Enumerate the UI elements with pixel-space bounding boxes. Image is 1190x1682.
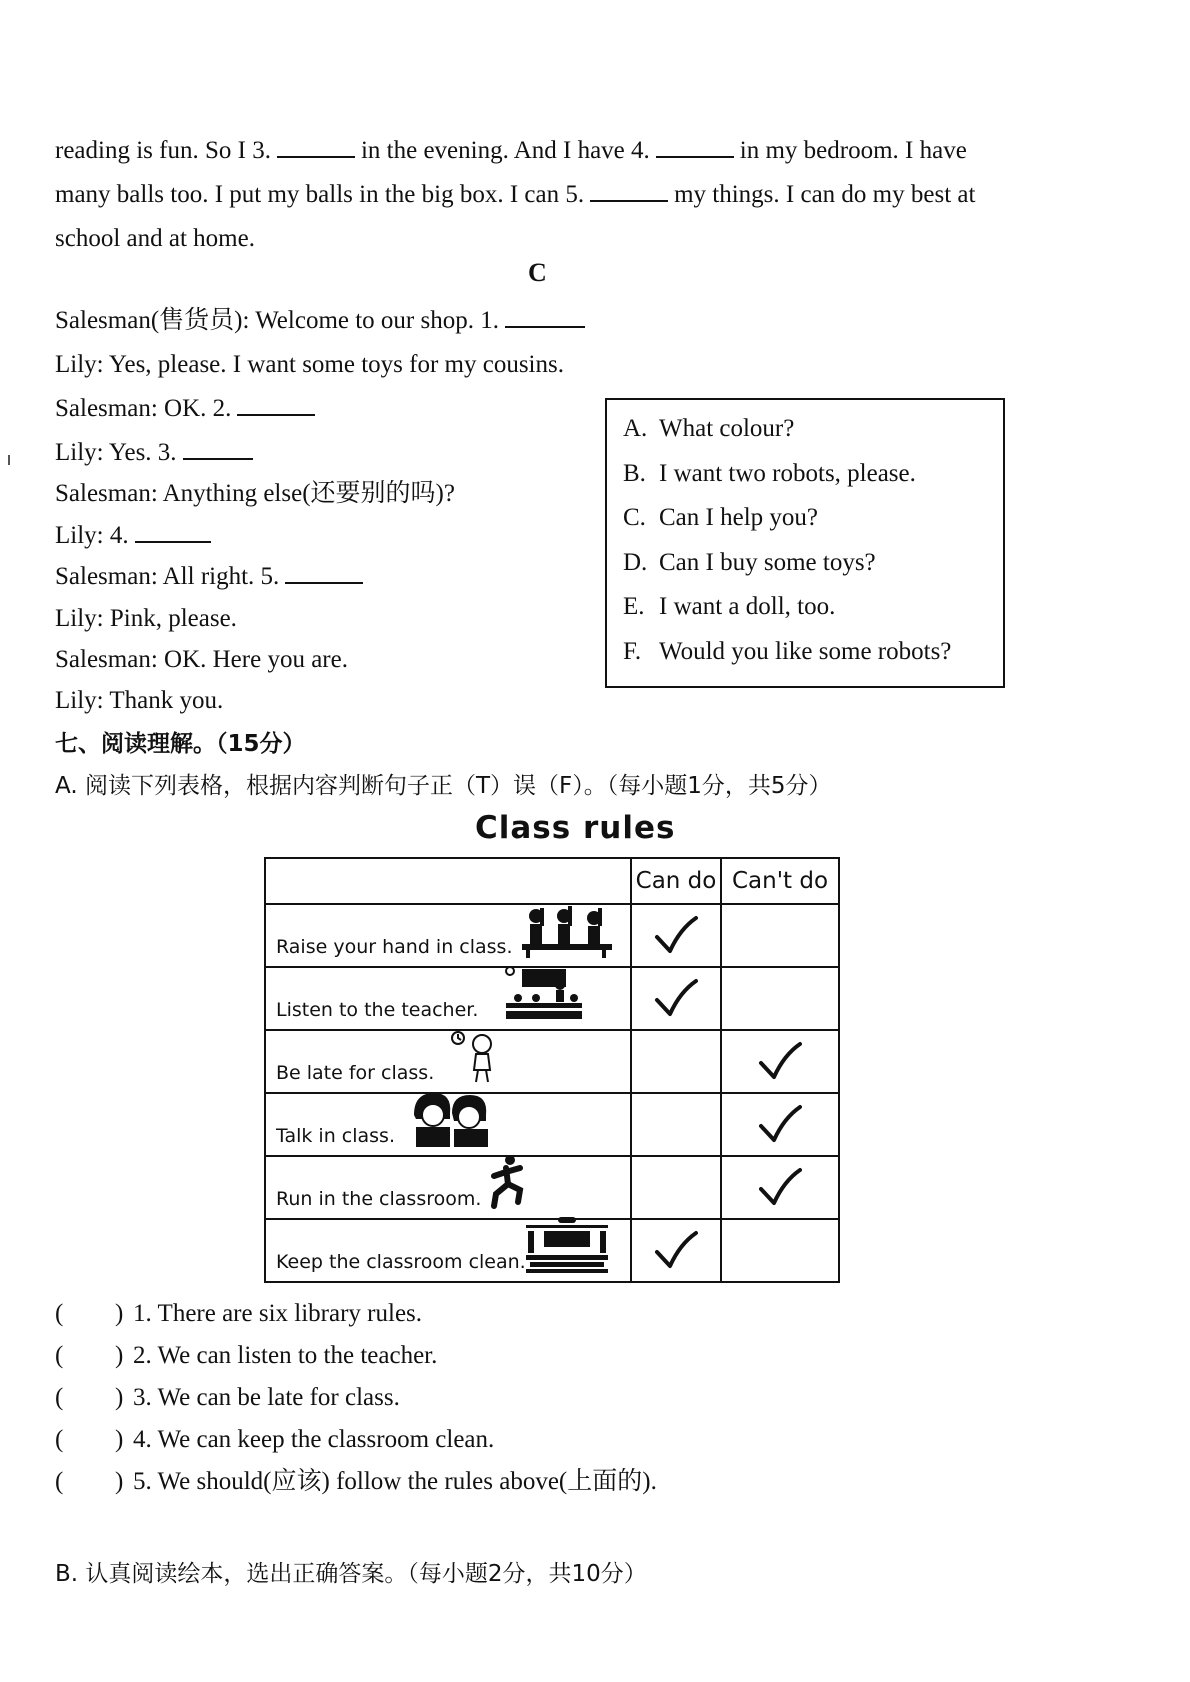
table-header-row (265, 858, 839, 904)
option-letter: B. (623, 459, 646, 487)
option-text: Would you like some robots? (659, 637, 952, 665)
blank-4[interactable] (656, 136, 734, 158)
blank-5[interactable] (590, 180, 668, 202)
section-7-heading: 七、阅读理解。（15分） (55, 731, 306, 757)
header-can-do: Can do (631, 858, 721, 904)
dialogue-line (55, 350, 564, 380)
checkmark-icon (632, 978, 720, 1020)
dialogue-line (55, 521, 217, 551)
blank-3[interactable] (277, 136, 355, 158)
rule-row (265, 1093, 839, 1156)
dialogue-text: Salesman: All right. 5. (55, 563, 280, 590)
option-item (623, 459, 916, 489)
option-letter: F. (623, 637, 642, 665)
cant-do-cell (721, 1156, 839, 1219)
question-text: 1. There are six library rules. (133, 1300, 423, 1327)
option-text: I want two robots, please. (659, 459, 916, 487)
part-a-instruction: A. 阅读下列表格，根据内容判断句子正（T）误（F）。（每小题1分，共5分） (55, 773, 832, 799)
dialogue-text: Salesman: Anything else(还要别的吗)? (55, 480, 455, 507)
dialogue-text: Lily: 4. (55, 522, 129, 549)
question-text: 3. We can be late for class. (133, 1384, 400, 1411)
section-c-title: C (528, 258, 547, 287)
passage-text: my things. I can do my best at (674, 181, 976, 208)
passage-line-3: school and at home. (55, 225, 255, 252)
tf-question (55, 1425, 494, 1455)
rule-row (265, 967, 839, 1030)
passage-text: in my bedroom. I have (739, 137, 967, 164)
question-text: 2. We can listen to the teacher. (133, 1342, 438, 1369)
tf-question (55, 1341, 437, 1371)
passage-line-2 (55, 180, 975, 210)
option-item (623, 592, 835, 622)
passage-text: many balls too. I put my balls in the big box. I can 5. (55, 181, 585, 208)
clean-classroom-icon (524, 1215, 610, 1277)
rule-text: Listen to the teacher. (276, 999, 479, 1021)
header-blank (265, 858, 631, 904)
option-item (623, 548, 876, 578)
answer-paren-close: ) (115, 1342, 124, 1369)
dialogue-text: Lily: Thank you. (55, 687, 224, 714)
option-letter: D. (623, 548, 648, 576)
checkmark-icon (722, 1104, 838, 1146)
passage-text: in the evening. And I have 4. (360, 137, 650, 164)
answer-blank[interactable] (285, 562, 363, 584)
can-do-cell (631, 1093, 721, 1156)
option-letter: A. (623, 415, 648, 442)
cant-do-cell (721, 967, 839, 1030)
rule-row (265, 1156, 839, 1219)
option-text: Can I buy some toys? (659, 548, 876, 576)
header-cant-do: Can't do (721, 858, 839, 904)
cant-do-cell (721, 1093, 839, 1156)
cant-do-cell (721, 904, 839, 967)
dialogue-line (55, 479, 455, 509)
rule-row (265, 1219, 839, 1282)
rule-cell (265, 904, 631, 967)
answer-blank[interactable] (135, 521, 211, 543)
answer-paren-open[interactable]: ( (55, 1426, 64, 1453)
dialogue-line (55, 562, 369, 592)
can-do-cell (631, 1156, 721, 1219)
dialogue-text: Salesman: OK. 2. (55, 395, 232, 422)
dialogue-text: Lily: Pink, please. (55, 605, 237, 632)
dialogue-line (55, 394, 321, 424)
option-text: Can I help you? (659, 504, 818, 531)
can-do-cell (631, 967, 721, 1030)
answer-blank[interactable] (237, 394, 315, 416)
table-title: Class rules (475, 810, 676, 846)
dialogue-line (55, 438, 259, 468)
option-text: What colour? (659, 415, 795, 442)
can-do-cell (631, 904, 721, 967)
rule-text: Talk in class. (276, 1125, 395, 1147)
raising-hands-icon (518, 904, 616, 962)
classroom-icon (502, 965, 586, 1025)
answer-paren-open[interactable]: ( (55, 1300, 64, 1327)
rule-row (265, 904, 839, 967)
question-text: 4. We can keep the classroom clean. (133, 1426, 495, 1453)
can-do-cell (631, 1030, 721, 1093)
checkmark-icon (722, 1167, 838, 1209)
question-text: 5. We should(应该) follow the rules above(上面的). (133, 1468, 657, 1495)
option-item (623, 503, 818, 533)
running-figure-icon (488, 1154, 528, 1214)
tf-question (55, 1467, 657, 1497)
answer-paren-open[interactable]: ( (55, 1468, 64, 1495)
dialogue-text: Salesman: OK. Here you are. (55, 646, 348, 673)
rule-cell (265, 1219, 631, 1282)
answer-paren-close: ) (115, 1300, 124, 1327)
checkmark-icon (722, 1041, 838, 1083)
rule-cell (265, 1093, 631, 1156)
part-b-instruction: B. 认真阅读绘本，选出正确答案。（每小题2分，共10分） (55, 1561, 647, 1587)
passage-line-1 (55, 136, 967, 166)
options-box (605, 398, 1005, 688)
passage-text: reading is fun. So I 3. (55, 137, 271, 164)
option-letter: C. (623, 504, 646, 531)
rule-cell (265, 967, 631, 1030)
rule-cell (265, 1156, 631, 1219)
rule-text: Raise your hand in class. (276, 936, 513, 958)
rule-cell (265, 1030, 631, 1093)
answer-paren-close: ) (115, 1384, 124, 1411)
answer-paren-open[interactable]: ( (55, 1384, 64, 1411)
answer-blank[interactable] (505, 306, 585, 328)
cant-do-cell (721, 1030, 839, 1093)
option-item (623, 637, 951, 667)
answer-paren-close: ) (115, 1468, 124, 1495)
answer-paren-close: ) (115, 1426, 124, 1453)
scan-mark (8, 455, 10, 465)
late-student-icon (448, 1028, 504, 1088)
rule-text: Be late for class. (276, 1062, 435, 1084)
class-rules-table (264, 857, 840, 1283)
can-do-cell (631, 1219, 721, 1282)
tf-question (55, 1383, 400, 1413)
checkmark-icon (632, 915, 720, 957)
rule-text: Keep the classroom clean. (276, 1251, 526, 1273)
rule-row (265, 1030, 839, 1093)
option-text: I want a doll, too. (659, 593, 836, 620)
option-item (623, 414, 794, 444)
cant-do-cell (721, 1219, 839, 1282)
dialogue-text: Lily: Yes, please. I want some toys for my cousins. (55, 351, 564, 378)
checkmark-icon (632, 1230, 720, 1272)
dialogue-text: Lily: Yes. 3. (55, 439, 177, 466)
answer-paren-open[interactable]: ( (55, 1342, 64, 1369)
dialogue-line (55, 604, 237, 634)
option-letter: E. (623, 593, 645, 620)
talking-kids-icon (406, 1089, 492, 1151)
answer-blank[interactable] (183, 438, 253, 460)
rule-text: Run in the classroom. (276, 1188, 482, 1210)
dialogue-text: Salesman(售货员): Welcome to our shop. 1. (55, 307, 499, 334)
tf-question (55, 1299, 422, 1329)
dialogue-line (55, 645, 348, 675)
dialogue-line (55, 686, 223, 716)
dialogue-line (55, 306, 591, 336)
